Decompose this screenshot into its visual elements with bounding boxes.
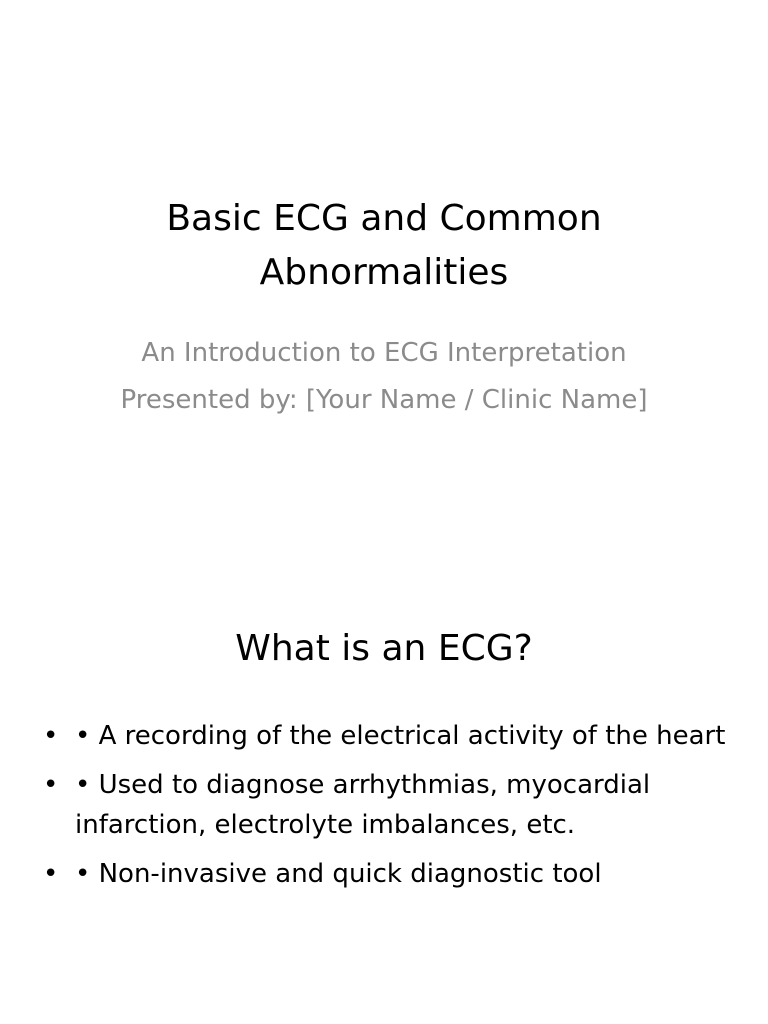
list-item — [40, 765, 730, 845]
subtitle-line: Presented by: [Your Name / Clinic Name] — [120, 385, 648, 415]
list-item-text: • A recording of the electrical activity of the heart — [75, 721, 726, 751]
slide-subtitle — [90, 333, 678, 427]
bullet-list — [40, 716, 730, 903]
list-item-text: • Used to diagnose arrhythmias, myocardial infarction, electrolyte imbalances, etc. — [75, 770, 651, 840]
subtitle-line: An Introduction to ECG Interpretation — [141, 338, 627, 368]
list-item — [40, 716, 730, 756]
bullet-icon: • — [43, 770, 59, 800]
slide-title: What is an ECG? — [235, 628, 533, 669]
slide-title: Basic ECG and Common Abnormalities — [166, 198, 602, 293]
bullet-icon: • — [43, 721, 59, 751]
list-item-text: • Non-invasive and quick diagnostic tool — [75, 859, 602, 889]
bullet-icon: • — [43, 859, 59, 889]
list-item — [40, 854, 730, 894]
